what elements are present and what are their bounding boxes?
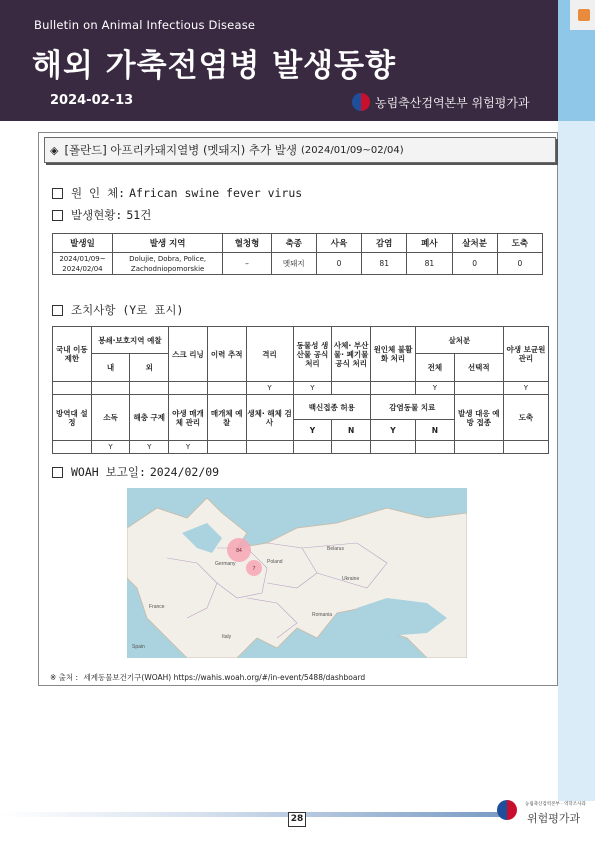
page-number: 28 bbox=[288, 812, 306, 827]
measures-table bbox=[52, 326, 549, 454]
checkbox-square-icon bbox=[52, 467, 63, 478]
marker-count: 7 bbox=[252, 566, 256, 572]
date-end: 2024/02/04 bbox=[62, 264, 103, 273]
map-label: Spain bbox=[132, 644, 145, 650]
mh-vector: 해충 구제 bbox=[130, 395, 169, 441]
footer-org: 위험평가과 bbox=[527, 812, 581, 825]
map-label: Italy bbox=[222, 634, 232, 640]
mv1-cell bbox=[169, 382, 208, 395]
th-infected: 감염 bbox=[362, 234, 407, 253]
mh-treatment: 감염동물 치료 bbox=[371, 395, 455, 420]
europe-map-svg bbox=[127, 488, 467, 658]
th-species: 축종 bbox=[271, 234, 316, 253]
map-label: Poland bbox=[267, 559, 283, 565]
section-title-bar bbox=[44, 137, 556, 163]
th-raised: 사육 bbox=[316, 234, 361, 253]
cell-raised: 0 bbox=[316, 253, 361, 275]
page-title: 해외 가축전염병 발생동향 bbox=[32, 48, 396, 84]
mv2-cell bbox=[454, 441, 503, 454]
mh-quarantine: 격리 bbox=[246, 327, 293, 382]
mv2-cell bbox=[371, 441, 416, 454]
th-dead: 폐사 bbox=[407, 234, 452, 253]
th-serotype: 혈청형 bbox=[223, 234, 271, 253]
measures-title: 조치사항 (Y로 표시) bbox=[71, 303, 184, 317]
mh-stamping-all: 전체 bbox=[415, 354, 454, 382]
cell-species: 멧돼지 bbox=[271, 253, 316, 275]
map-label: Ukraine bbox=[342, 576, 360, 582]
mh-carcass: 사체· 부산물· 폐기물 공식 처리 bbox=[332, 327, 371, 382]
diamond-bullet-icon: ◈ bbox=[50, 143, 59, 157]
mv2-cell: Y bbox=[169, 441, 208, 454]
table-row bbox=[53, 253, 543, 275]
mv2-cell bbox=[415, 441, 454, 454]
cause-value: African swine fever virus bbox=[129, 186, 303, 200]
mh-zone: 봉쇄·보호지역 예찰 bbox=[91, 327, 168, 354]
cell-culled: 0 bbox=[452, 253, 497, 275]
mh-treat-yes: Y bbox=[371, 420, 416, 441]
mh-zone-out: 외 bbox=[130, 354, 169, 382]
outbreak-map bbox=[127, 488, 467, 658]
cell-slaughtered: 0 bbox=[497, 253, 542, 275]
map-label: France bbox=[149, 604, 165, 610]
org-name: 농림축산검역본부 위험평가과 bbox=[375, 95, 530, 110]
mv1-cell bbox=[91, 382, 130, 395]
mv2-cell bbox=[332, 441, 371, 454]
woah-line bbox=[52, 464, 219, 480]
footer-org-small: 농림축산검역본부 · 역학조사과 bbox=[525, 802, 586, 807]
mv1-cell bbox=[130, 382, 169, 395]
mv1-cell bbox=[332, 382, 371, 395]
measures-values-row-1 bbox=[53, 382, 549, 395]
mh-stamping-sel: 선택적 bbox=[454, 354, 503, 382]
mv1-cell: Y bbox=[293, 382, 332, 395]
source-link[interactable]: 세계동물보건기구(WOAH) https://wahis.woah.org/#/in-event/5488/dashboard bbox=[83, 673, 366, 682]
map-label: Romania bbox=[312, 612, 333, 618]
mv1-cell: Y bbox=[503, 382, 548, 395]
mv2-cell bbox=[246, 441, 293, 454]
checkbox-square-icon bbox=[52, 210, 63, 221]
mh-stamping: 살처분 bbox=[415, 327, 503, 354]
org-badge bbox=[352, 92, 530, 112]
map-label: Germany bbox=[215, 561, 236, 567]
mh-slaughter: 도축 bbox=[503, 395, 548, 441]
mv1-cell bbox=[53, 382, 92, 395]
th-date: 발생일 bbox=[53, 234, 113, 253]
government-logo-icon bbox=[352, 93, 370, 111]
issue-date: 2024-02-13 bbox=[50, 93, 134, 108]
mh-vector-survey: 매개체 예찰 bbox=[207, 395, 246, 441]
cell-date bbox=[53, 253, 113, 275]
mh-prevent-vac: 발생 대응 예방 접종 bbox=[454, 395, 503, 441]
government-logo-icon bbox=[497, 800, 517, 820]
mh-inactivation: 원인체 불활화 처리 bbox=[371, 327, 416, 382]
mh-vac-yes: Y bbox=[293, 420, 332, 441]
section-title: [폴란드] 아프리카돼지열병 (멧돼지) 추가 발생 bbox=[64, 143, 297, 157]
mh-wild-vector: 야생 매개체 관리 bbox=[169, 395, 208, 441]
status-line bbox=[52, 207, 151, 223]
mv2-cell bbox=[503, 441, 548, 454]
cause-line bbox=[52, 185, 302, 201]
woah-date: 2024/02/09 bbox=[149, 465, 220, 479]
mv1-cell bbox=[207, 382, 246, 395]
mv1-cell bbox=[454, 382, 503, 395]
mv1-cell: Y bbox=[246, 382, 293, 395]
mh-screening: 스크 리닝 bbox=[169, 327, 208, 382]
mh-domestic: 국내 이동 제한 bbox=[53, 327, 92, 382]
mh-vaccination: 백신접종 허용 bbox=[293, 395, 370, 420]
cell-region bbox=[112, 253, 222, 275]
cell-dead: 81 bbox=[407, 253, 452, 275]
mh-wildlife: 야생 보균원 관리 bbox=[503, 327, 548, 382]
woah-label: WOAH 보고일: bbox=[71, 465, 146, 479]
checkbox-square-icon bbox=[52, 188, 63, 199]
date-start: 2024/01/09~ bbox=[59, 254, 106, 263]
mh-byproduct: 동물성 생산물 공식 처리 bbox=[293, 327, 332, 382]
mv2-cell bbox=[293, 441, 332, 454]
orange-square-icon bbox=[578, 9, 590, 21]
cell-serotype: – bbox=[223, 253, 271, 275]
source-prefix: ※ 출처 : bbox=[50, 673, 81, 682]
checkbox-square-icon bbox=[52, 305, 63, 316]
mh-tracing: 이력 추적 bbox=[207, 327, 246, 382]
mv2-cell bbox=[53, 441, 92, 454]
mh-treat-no: N bbox=[415, 420, 454, 441]
side-strip bbox=[558, 121, 595, 801]
measures-title-line bbox=[52, 302, 183, 318]
mh-zone-in: 내 bbox=[91, 354, 130, 382]
th-culled: 살처분 bbox=[452, 234, 497, 253]
mh-vac-no: N bbox=[332, 420, 371, 441]
region-line-1: Dolujie, Dobra, Police, bbox=[129, 254, 207, 263]
cell-infected: 81 bbox=[362, 253, 407, 275]
mv2-cell: Y bbox=[130, 441, 169, 454]
source-note bbox=[50, 672, 365, 683]
th-region: 발생 지역 bbox=[112, 234, 222, 253]
bulletin-label: Bulletin on Animal Infectious Disease bbox=[34, 18, 256, 32]
measures-header-row-1 bbox=[53, 327, 549, 354]
map-label: Belarus bbox=[327, 546, 344, 552]
mv1-cell bbox=[371, 382, 416, 395]
section-period: (2024/01/09~02/04) bbox=[301, 144, 404, 156]
status-label: 발생현황: bbox=[71, 208, 123, 222]
mh-surveillance: 생체· 해체 검사 bbox=[246, 395, 293, 441]
measures-values-row-2 bbox=[53, 441, 549, 454]
table-header-row bbox=[53, 234, 543, 253]
mv2-cell bbox=[207, 441, 246, 454]
measures-header-row-3 bbox=[53, 395, 549, 420]
mh-disinfection: 소독 bbox=[91, 395, 130, 441]
mh-zoning: 방역대 설정 bbox=[53, 395, 92, 441]
mv2-cell: Y bbox=[91, 441, 130, 454]
region-line-2: Zachodniopomorskie bbox=[130, 264, 205, 273]
footer-rule bbox=[0, 812, 500, 817]
th-slaughtered: 도축 bbox=[497, 234, 542, 253]
marker-count: 84 bbox=[236, 548, 242, 554]
cause-label: 원 인 체: bbox=[71, 186, 126, 200]
outbreak-table bbox=[52, 233, 543, 275]
status-value: 51건 bbox=[126, 208, 152, 222]
mv1-cell: Y bbox=[415, 382, 454, 395]
